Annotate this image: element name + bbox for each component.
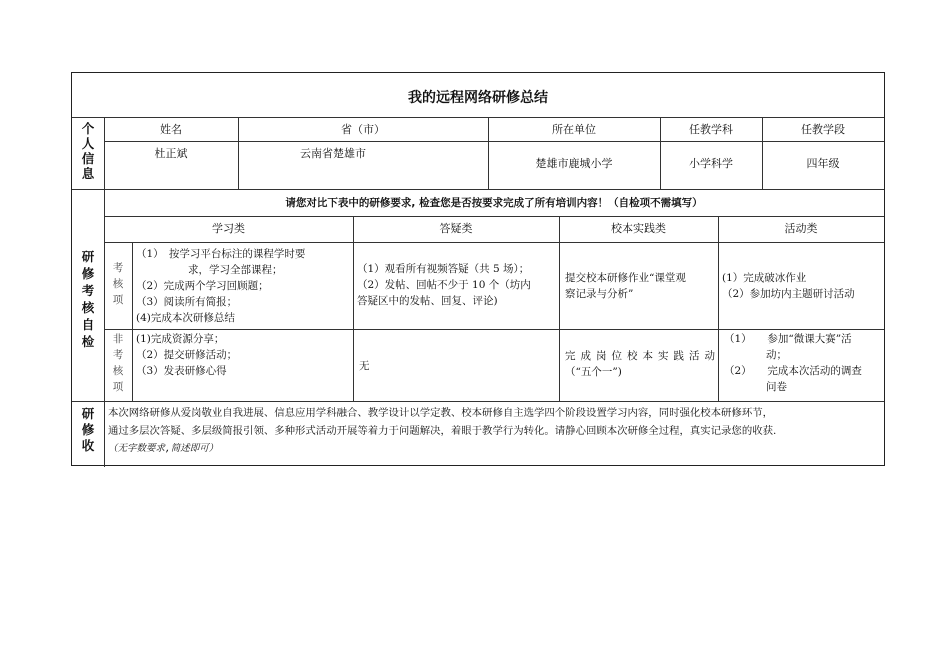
- header-grade: 任教学段: [801, 123, 845, 136]
- required-qa: （1）观看所有视频答疑（共 5 场）； （2）发帖、回帖不少于 10 个（坊内 答疑区中的发帖、回复、评论): [357, 263, 531, 307]
- divider: [132, 242, 133, 401]
- section-label-check: 研 修 考 核 自 检: [81, 249, 95, 349]
- divider: [104, 329, 884, 330]
- divider: [104, 141, 884, 142]
- required-practice: 提交校本研修作业“课堂观 察记录与分析”: [565, 272, 686, 300]
- header-school: 所在单位: [552, 123, 596, 136]
- required-items-label: 考 核 项: [112, 262, 124, 306]
- optional-items-label: 非 考 核 项: [112, 333, 124, 393]
- value-grade: 四年级: [806, 157, 840, 170]
- value-name: 杜正斌: [154, 147, 188, 160]
- divider: [104, 216, 884, 217]
- optional-study: (1)完成资源分享； （2）提交研修活动； （3）发表研修心得: [136, 333, 238, 377]
- value-school: 楚雄市鹿城小学: [535, 157, 613, 170]
- header-qa: 答疑类: [439, 222, 473, 235]
- value-province: 云南省楚雄市: [300, 147, 366, 160]
- header-name: 姓名: [160, 123, 182, 136]
- harvest-text: 本次网络研修从爱岗敬业自我进展、信息应用学科融合、教学设计以学定教、校本研修自主选学四个阶段设置学习内容，同时强化校本研修环节， 通过多层次答疑、多层级简报引领、多种形式活动开展等着力于问题解决，着眼于教学行为转化。请静心回顾本次研修全过程，真实记录您的收获. （无字数要求,简述即可）: [108, 407, 777, 454]
- page-title: 我的远程网络研修总结: [408, 90, 548, 106]
- section-label-harvest: 研 修 收: [81, 406, 95, 453]
- optional-practice: 完成岗位校本实践活动 （“五个一”): [565, 350, 715, 378]
- divider: [353, 216, 354, 401]
- divider: [718, 216, 719, 401]
- section-label-personal: 个 人 信 息: [81, 121, 95, 181]
- optional-qa: 无: [359, 360, 370, 372]
- required-activity: (1）完成破冰作业 （2）参加坊内主题研讨活动: [722, 272, 855, 300]
- header-study: 学习类: [212, 222, 245, 235]
- divider: [104, 117, 105, 467]
- divider: [72, 401, 884, 402]
- divider: [104, 242, 884, 243]
- required-study: （1） 按学习平台标注的课程学时要 求，学习全部课程； （2）完成两个学习回顾题； （3）阅读所有简报； (4)完成本次研修总结: [136, 248, 306, 324]
- optional-activity: （1） 参加“微课大赛”活 动； （2） 完成本次活动的调查 问卷: [724, 333, 862, 393]
- header-activity: 活动类: [784, 222, 818, 235]
- header-province: 省（市）: [341, 123, 385, 136]
- divider: [72, 189, 884, 190]
- header-subject: 任教学科: [689, 123, 733, 136]
- check-notice: 请您对比下表中的研修要求, 检查您是否按要求完成了所有培训内容！（自检项不需填写）: [285, 197, 703, 209]
- divider: [559, 216, 560, 401]
- header-practice: 校本实践类: [611, 222, 666, 235]
- value-subject: 小学科学: [689, 157, 733, 170]
- summary-form: [71, 72, 885, 466]
